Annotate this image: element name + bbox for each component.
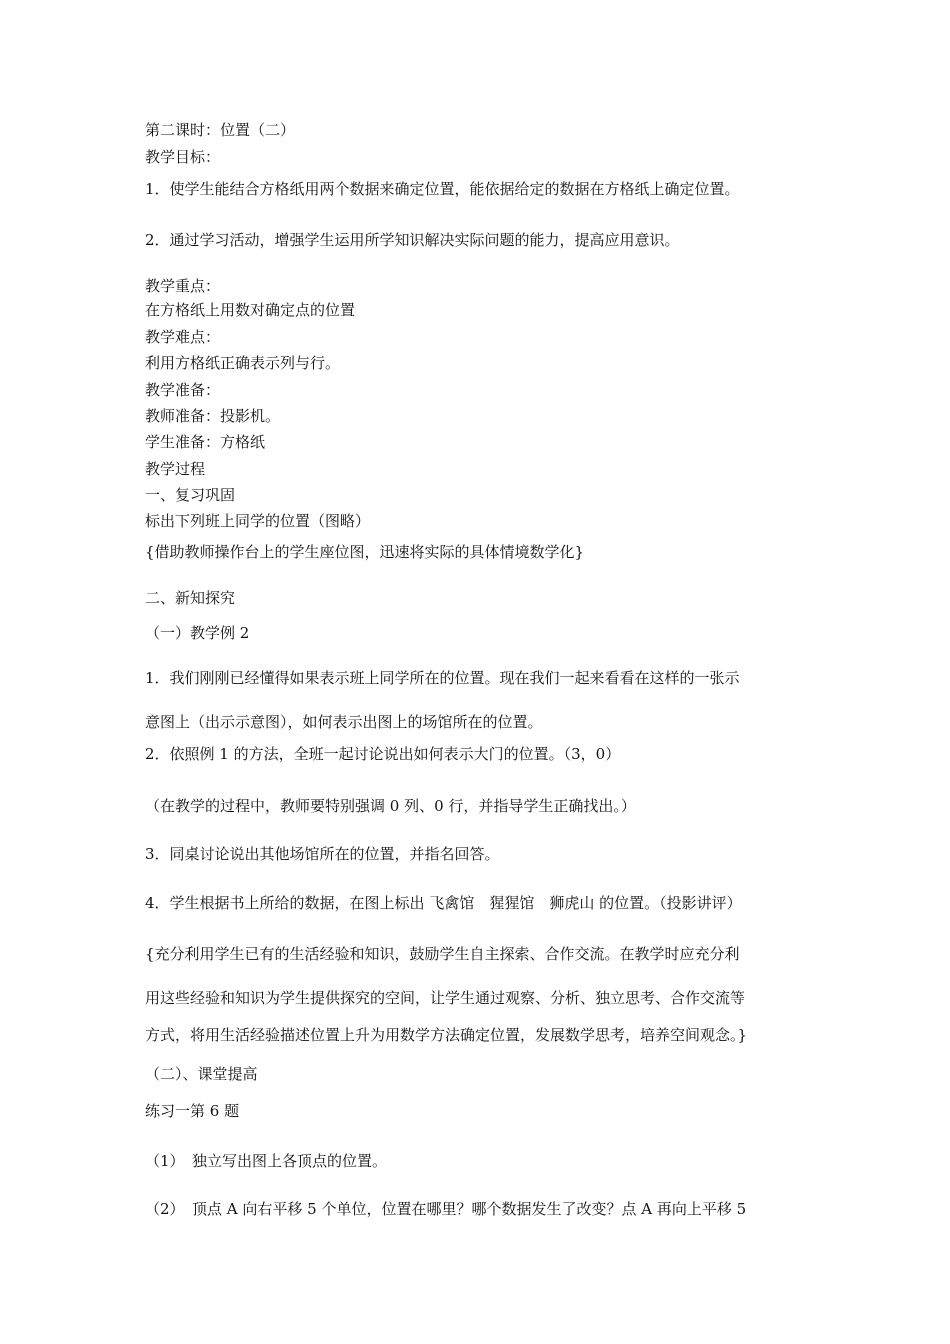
- paragraph-line: （2） 顶点 A 向右平移 5 个单位，位置在哪里？哪个数据发生了改变？点 A 再向上平移 5: [145, 1200, 747, 1218]
- paragraph-line: 1．我们刚刚已经懂得如果表示班上同学所在的位置。现在我们一起来看看在这样的一张示: [145, 669, 740, 687]
- section-heading: 教学难点：: [145, 328, 221, 346]
- section-heading: 教学目标：: [145, 148, 221, 166]
- paragraph-line: 练习一第 6 题: [145, 1102, 240, 1120]
- section-heading: （一）教学例 2: [145, 624, 250, 642]
- paragraph-line: 3．同桌讨论说出其他场馆所在的位置，并指名回答。: [145, 845, 500, 863]
- paragraph-line: 在方格纸上用数对确定点的位置: [145, 301, 356, 319]
- paragraph-line: 意图上（出示示意图），如何表示出图上的场馆所在的位置。: [145, 713, 543, 731]
- paragraph-line: （在教学的过程中，教师要特别强调 0 列、0 行，并指导学生正确找出。）: [145, 797, 636, 815]
- section-heading: 教学准备：: [145, 381, 221, 399]
- paragraph-line: 方式，将用生活经验描述位置上升为用数学方法确定位置，发展数学思考，培养空间观念。}: [145, 1026, 748, 1044]
- section-heading: （二）、课堂提高: [145, 1065, 258, 1083]
- paragraph-line: 4．学生根据书上所给的数据，在图上标出 飞禽馆 猩猩馆 狮虎山 的位置。（投影讲评）: [145, 894, 742, 912]
- paragraph-line: 2．通过学习活动，增强学生运用所学知识解决实际问题的能力，提高应用意识。: [145, 231, 680, 249]
- section-heading: 教学过程: [145, 460, 206, 478]
- section-heading: 二、新知探究: [145, 589, 236, 607]
- section-heading: 一、复习巩固: [145, 486, 236, 504]
- paragraph-line: 用这些经验和知识为学生提供探究的空间，让学生通过观察、分析、独立思考、合作交流等: [145, 989, 746, 1007]
- paragraph-line: 2．依照例 1 的方法，全班一起讨论说出如何表示大门的位置。（3，0）: [145, 745, 621, 763]
- paragraph-line: 利用方格纸正确表示列与行。: [145, 354, 341, 372]
- paragraph-line: {借助教师操作台上的学生座位图，迅速将实际的具体情境数学化}: [145, 543, 585, 561]
- paragraph-line: （1） 独立写出图上各顶点的位置。: [145, 1152, 388, 1170]
- paragraph-line: 教师准备：投影机。: [145, 407, 281, 425]
- paragraph-line: {充分利用学生已有的生活经验和知识，鼓励学生自主探索、合作交流。在教学时应充分利: [145, 945, 740, 963]
- paragraph-line: 标出下列班上同学的位置（图略）: [145, 512, 371, 530]
- lesson-title: 第二课时：位置（二）: [145, 121, 296, 139]
- paragraph-line: 1．使学生能结合方格纸用两个数据来确定位置，能依据给定的数据在方格纸上确定位置。: [145, 180, 740, 198]
- section-heading: 教学重点：: [145, 277, 221, 295]
- paragraph-line: 学生准备：方格纸: [145, 433, 266, 451]
